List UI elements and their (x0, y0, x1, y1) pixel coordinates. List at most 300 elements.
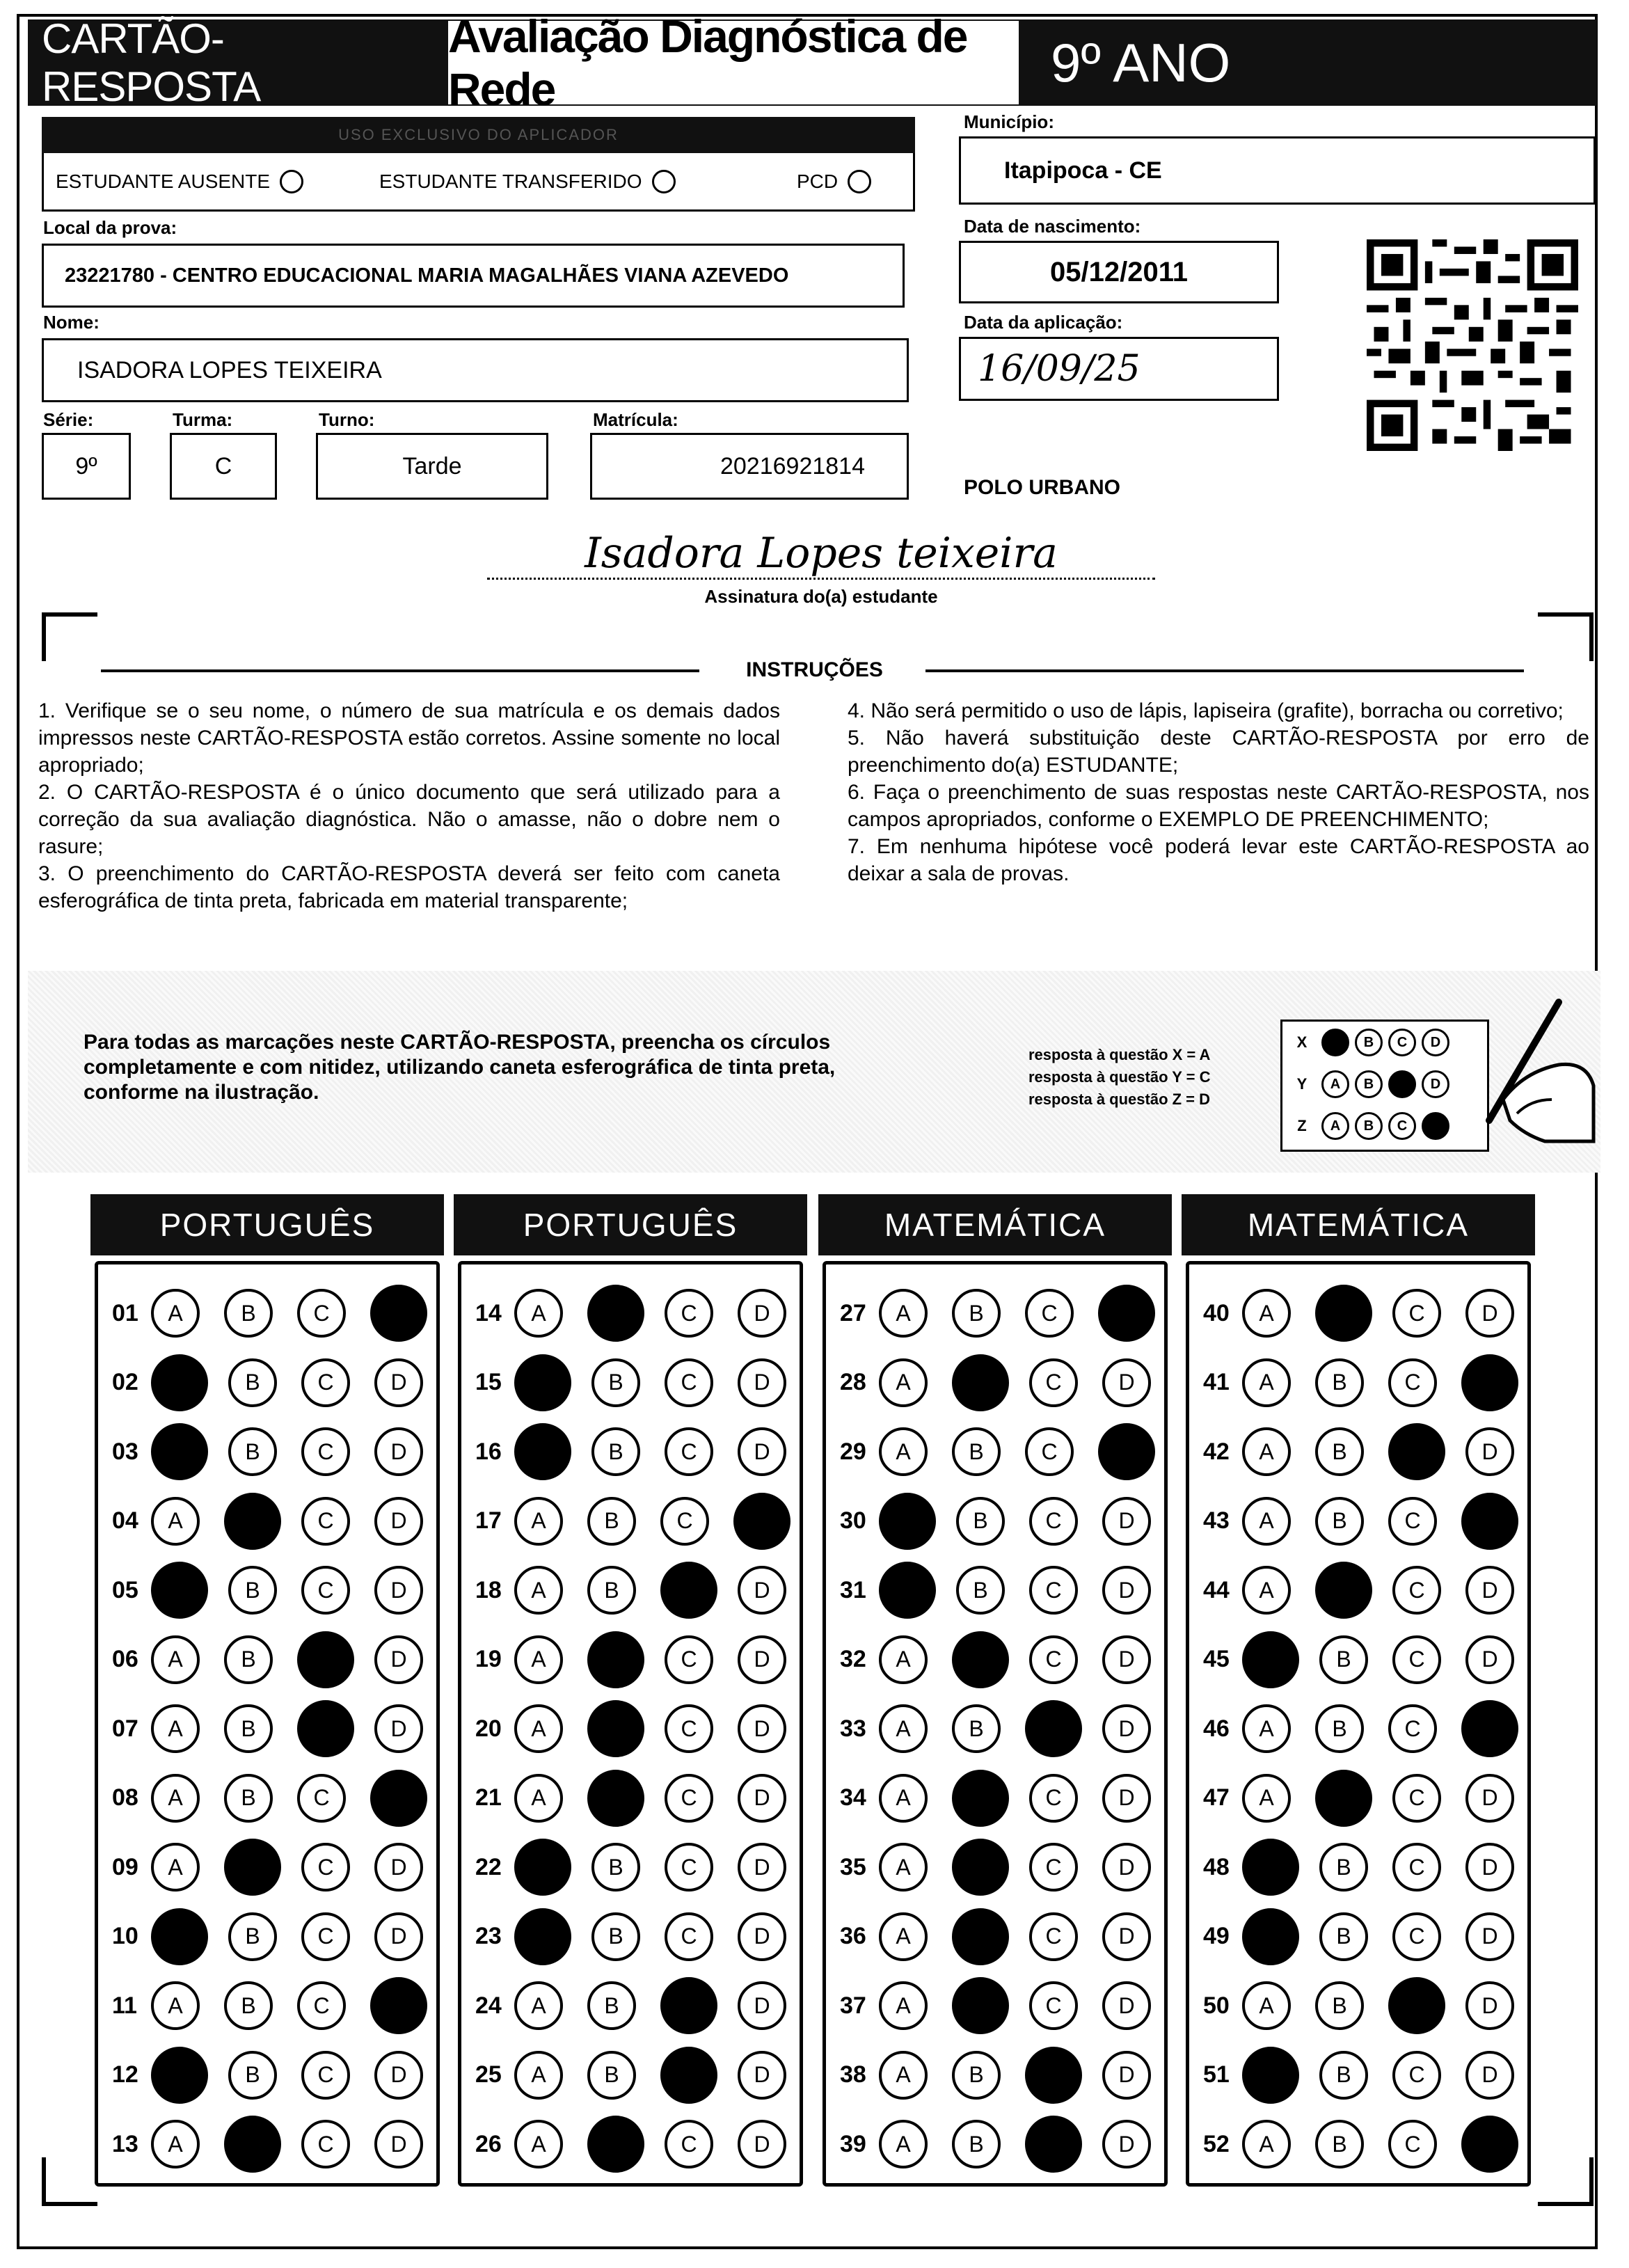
answer-bubble-b[interactable] (952, 1631, 1009, 1688)
question-number: 10 (112, 1923, 138, 1949)
answer-bubble-c[interactable]: C (301, 2051, 350, 2100)
answer-bubble-b[interactable]: B (587, 1981, 636, 2030)
answer-bubble-c[interactable]: C (297, 1981, 346, 2030)
answer-bubble-a[interactable]: A (879, 1635, 928, 1684)
answer-bubble-b[interactable]: B (228, 1358, 277, 1407)
answer-bubble-d[interactable]: D (738, 1704, 786, 1753)
answer-bubble-d[interactable]: D (1465, 1289, 1514, 1338)
answer-bubble-c[interactable]: C (1392, 1289, 1441, 1338)
answer-bubble-c[interactable]: C (665, 1912, 713, 1961)
instruction-3: 3. O preenchimento do CARTÃO-RESPOSTA deverá ser feito com caneta esferográfica de tinta preta, fabricada em material transparente; (38, 862, 780, 912)
question-row (840, 1424, 1175, 1480)
answer-bubble-b[interactable] (952, 1770, 1009, 1827)
answer-bubble-c[interactable] (660, 1977, 717, 2034)
answer-bubble-c[interactable]: C (1388, 1704, 1437, 1753)
answer-bubble-a[interactable]: A (879, 2051, 928, 2100)
answer-bubble-c[interactable]: C (665, 1289, 713, 1338)
question-row (840, 1562, 1175, 1618)
answer-bubble-c[interactable]: C (301, 1497, 350, 1546)
answer-bubble-d[interactable]: D (738, 1635, 786, 1684)
answer-bubble-c[interactable]: C (665, 2120, 713, 2168)
question-number: 51 (1203, 2061, 1230, 2088)
answer-bubble-b[interactable]: B (952, 1289, 1001, 1338)
answer-bubble-c[interactable]: C (1029, 1566, 1078, 1615)
answer-bubble-a[interactable]: A (1242, 1981, 1291, 2030)
local-field: 23221780 - CENTRO EDUCACIONAL MARIA MAGALHÃES VIANA AZEVEDO (42, 244, 905, 308)
answer-bubble-b[interactable]: B (1315, 2120, 1364, 2168)
answer-bubble-c[interactable] (297, 1700, 354, 1757)
answer-bubble-a[interactable]: A (151, 1774, 200, 1823)
subject-answer-box (95, 1261, 440, 2187)
answer-bubble-b[interactable]: B (1315, 1358, 1364, 1407)
answer-bubble-c[interactable] (1388, 1423, 1445, 1480)
answer-bubble-d[interactable] (733, 1493, 790, 1550)
answer-bubble-b[interactable]: B (1319, 1843, 1368, 1892)
example-question-label: X (1296, 1033, 1308, 1051)
question-row (1203, 1493, 1539, 1549)
answer-bubble-b[interactable]: B (952, 1704, 1001, 1753)
answer-bubble-c[interactable]: C (301, 1358, 350, 1407)
answer-bubble-b[interactable]: B (224, 1289, 273, 1338)
question-number: 48 (1203, 1853, 1230, 1880)
transferred-option[interactable] (379, 170, 676, 193)
question-row (112, 1770, 447, 1826)
question-row (112, 1978, 447, 2033)
answer-bubble-a[interactable]: A (1242, 1704, 1291, 1753)
answer-bubble-b[interactable]: B (952, 1427, 1001, 1476)
answer-bubble-c[interactable]: C (1029, 1635, 1078, 1684)
answer-bubble-b[interactable]: B (591, 1912, 640, 1961)
answer-bubble-d[interactable]: D (1102, 2051, 1151, 2100)
answer-bubble-d[interactable]: D (1465, 1774, 1514, 1823)
answer-bubble-b[interactable]: B (1319, 1912, 1368, 1961)
question-row (112, 1909, 447, 1965)
answer-bubble-b[interactable] (1315, 1285, 1372, 1342)
answer-bubble-b[interactable] (587, 1631, 644, 1688)
question-row (840, 2047, 1175, 2103)
answer-bubble-c[interactable] (297, 1631, 354, 1688)
answer-bubble-c[interactable]: C (665, 1774, 713, 1823)
signature-handwriting: Isadora Lopes teixeira (585, 529, 1058, 578)
serie-label: Série: (43, 409, 94, 430)
subject-header: MATEMÁTICA (1182, 1194, 1535, 1255)
signature-line (487, 578, 1155, 580)
question-row (1203, 2047, 1539, 2103)
answer-bubble-b[interactable]: B (1315, 1497, 1364, 1546)
answer-bubble-b[interactable]: B (587, 2051, 636, 2100)
answer-bubble-b[interactable]: B (228, 2051, 277, 2100)
answer-bubble-c[interactable]: C (297, 1289, 346, 1338)
question-number: 19 (475, 1646, 502, 1672)
answer-bubble-b[interactable]: B (1315, 1981, 1364, 2030)
answer-bubble-a[interactable]: A (1242, 1427, 1291, 1476)
answer-bubble-a[interactable]: A (514, 1704, 563, 1753)
absent-label: ESTUDANTE AUSENTE (56, 171, 271, 192)
subject-header: MATEMÁTICA (818, 1194, 1172, 1255)
answer-bubble-c[interactable] (660, 2047, 717, 2104)
question-number: 21 (475, 1784, 502, 1811)
question-number: 26 (475, 2130, 502, 2157)
answer-bubble-d[interactable]: D (1465, 1981, 1514, 2030)
answer-bubble-d[interactable] (370, 1977, 427, 2034)
answer-bubble-d[interactable]: D (374, 2051, 423, 2100)
pcd-option[interactable] (797, 170, 871, 193)
answer-bubble-a[interactable]: A (879, 1427, 928, 1476)
answer-bubble-b[interactable]: B (224, 1704, 273, 1753)
nome-field: ISADORA LOPES TEIXEIRA (42, 338, 909, 402)
answer-bubble-d[interactable]: D (738, 1427, 786, 1476)
answer-bubble-b[interactable]: B (224, 1774, 273, 1823)
corner-mark-bottom-left (42, 2157, 97, 2206)
answer-bubble-c[interactable]: C (1392, 1843, 1441, 1892)
answer-bubble-b[interactable]: B (1319, 2051, 1368, 2100)
answer-bubble-c[interactable] (1025, 2116, 1082, 2173)
answer-bubble-a[interactable]: A (514, 1635, 563, 1684)
subject-answer-box (823, 1261, 1168, 2187)
answer-bubble-c[interactable] (1388, 1977, 1445, 2034)
answer-bubble-c[interactable]: C (1392, 1635, 1441, 1684)
answer-bubble-a[interactable] (151, 1354, 208, 1411)
example-keys (1028, 1044, 1265, 1111)
answer-bubble-d[interactable]: D (374, 1912, 423, 1961)
instruction-2: 2. O CARTÃO-RESPOSTA é o único documento que será utilizado para a correção da sua avaliação diagnóstica. Não o amasse, não o dobre nem o rasure; (38, 781, 780, 858)
answer-bubble-d[interactable]: D (1102, 2120, 1151, 2168)
instruction-5: 5. Não haverá substituição deste CARTÃO-RESPOSTA por erro de preenchimento do(a) ESTUDANTE; (848, 727, 1589, 777)
answer-bubble-a[interactable]: A (514, 2120, 563, 2168)
answer-bubble-c[interactable] (660, 1562, 717, 1619)
aplicacao-label: Data da aplicação: (964, 312, 1123, 333)
answer-bubble-a[interactable]: A (514, 1774, 563, 1823)
answer-bubble-c[interactable]: C (665, 1635, 713, 1684)
answer-bubble-d[interactable]: D (374, 1427, 423, 1476)
answer-bubble-d[interactable] (1098, 1423, 1155, 1480)
answer-bubble-d[interactable]: D (1465, 2051, 1514, 2100)
answer-bubble-b[interactable]: B (956, 1497, 1005, 1546)
answer-bubble-d[interactable] (1461, 1493, 1518, 1550)
answer-bubble-a[interactable]: A (879, 1774, 928, 1823)
answer-bubble-d[interactable]: D (1102, 1635, 1151, 1684)
example-bubble-a: A (1321, 1112, 1349, 1140)
answer-bubble-a[interactable]: A (879, 1289, 928, 1338)
answer-bubble-c[interactable] (1025, 1700, 1082, 1757)
answer-bubble-d[interactable]: D (738, 1981, 786, 2030)
answer-bubble-a[interactable]: A (879, 1704, 928, 1753)
question-number: 08 (112, 1784, 138, 1811)
answer-bubble-c[interactable]: C (301, 1912, 350, 1961)
answer-bubble-b[interactable] (587, 1285, 644, 1342)
answer-bubble-c[interactable]: C (665, 1704, 713, 1753)
answer-bubble-a[interactable] (151, 1423, 208, 1480)
answer-bubble-b[interactable]: B (228, 1912, 277, 1961)
answer-bubble-c[interactable]: C (1029, 1497, 1078, 1546)
answer-bubble-b[interactable] (587, 2116, 644, 2173)
answer-bubble-a[interactable]: A (879, 1912, 928, 1961)
answer-bubble-b[interactable]: B (228, 1427, 277, 1476)
turma-label: Turma: (173, 409, 233, 430)
answer-bubble-a[interactable]: A (879, 1981, 928, 2030)
question-number: 29 (840, 1438, 866, 1465)
answer-bubble-b[interactable] (952, 1839, 1009, 1896)
answer-bubble-a[interactable]: A (151, 1981, 200, 2030)
answer-bubble-d[interactable]: D (374, 1635, 423, 1684)
absent-radio[interactable] (280, 170, 303, 193)
question-row (475, 2116, 811, 2172)
example-key-x: resposta à questão X = A (1028, 1046, 1211, 1063)
serie-field: 9º (42, 433, 131, 500)
answer-bubble-c[interactable]: C (301, 1427, 350, 1476)
question-row (112, 1285, 447, 1341)
question-number: 36 (840, 1923, 866, 1949)
answer-bubble-c[interactable]: C (660, 1497, 709, 1546)
question-row (840, 1770, 1175, 1826)
question-number: 17 (475, 1507, 502, 1534)
question-row (1203, 1562, 1539, 1618)
answer-bubble-a[interactable] (1242, 1839, 1299, 1896)
answer-bubble-d[interactable] (1461, 2116, 1518, 2173)
question-number: 27 (840, 1299, 866, 1326)
answer-bubble-d[interactable]: D (1102, 1774, 1151, 1823)
answer-bubble-d[interactable] (370, 1285, 427, 1342)
answer-bubble-b[interactable] (224, 2116, 281, 2173)
example-bubble-d: D (1422, 1070, 1449, 1098)
example-question-label: Z (1297, 1117, 1307, 1134)
question-row (475, 1909, 811, 1965)
answer-bubble-a[interactable]: A (151, 1843, 200, 1892)
answer-bubble-a[interactable] (514, 1908, 571, 1965)
answer-bubble-c[interactable]: C (665, 1358, 713, 1407)
answer-bubble-a[interactable] (879, 1562, 936, 1619)
answer-bubble-a[interactable]: A (879, 1843, 928, 1892)
answer-bubble-d[interactable]: D (1102, 1912, 1151, 1961)
question-number: 35 (840, 1853, 866, 1880)
question-number: 41 (1203, 1369, 1230, 1395)
answer-bubble-d[interactable] (1461, 1700, 1518, 1757)
answer-bubble-a[interactable]: A (1242, 1358, 1291, 1407)
answer-bubble-d[interactable]: D (738, 2120, 786, 2168)
instruction-7: 7. Em nenhuma hipótese você poderá levar este CARTÃO-RESPOSTA ao deixar a sala de provas. (848, 835, 1589, 885)
question-number: 31 (840, 1576, 866, 1603)
answer-bubble-d[interactable]: D (374, 1843, 423, 1892)
answer-bubble-a[interactable] (514, 1354, 571, 1411)
answer-bubble-d[interactable]: D (1102, 1843, 1151, 1892)
question-row (1203, 1424, 1539, 1480)
question-number: 03 (112, 1438, 138, 1465)
answer-bubble-d[interactable]: D (374, 1704, 423, 1753)
answer-bubble-b[interactable]: B (228, 1566, 277, 1615)
answer-bubble-b[interactable] (952, 1977, 1009, 2034)
answer-bubble-a[interactable] (151, 1562, 208, 1619)
answer-bubble-c[interactable]: C (1029, 1358, 1078, 1407)
answer-bubble-c[interactable]: C (1029, 1912, 1078, 1961)
answer-bubble-d[interactable]: D (1465, 1843, 1514, 1892)
answer-bubble-b[interactable] (1315, 1562, 1372, 1619)
answer-bubble-a[interactable]: A (514, 1981, 563, 2030)
answer-bubble-d[interactable]: D (738, 1289, 786, 1338)
answer-bubble-c[interactable]: C (1392, 2051, 1441, 2100)
answer-bubble-a[interactable]: A (1242, 2120, 1291, 2168)
question-number: 14 (475, 1299, 502, 1326)
answer-bubble-b[interactable]: B (952, 2120, 1001, 2168)
answer-bubble-b[interactable] (952, 1908, 1009, 1965)
answer-bubble-a[interactable]: A (1242, 1566, 1291, 1615)
question-number: 13 (112, 2130, 138, 2157)
answer-bubble-a[interactable] (879, 1493, 936, 1550)
answer-bubble-b[interactable]: B (591, 1427, 640, 1476)
answer-bubble-a[interactable] (514, 1839, 571, 1896)
answer-bubble-a[interactable]: A (151, 1635, 200, 1684)
polo-label: POLO URBANO (964, 476, 1120, 499)
question-row (475, 1839, 811, 1895)
answer-bubble-c[interactable]: C (301, 2120, 350, 2168)
question-row (1203, 1285, 1539, 1341)
answer-bubble-c[interactable]: C (1392, 1566, 1441, 1615)
answer-bubble-d[interactable]: D (738, 1843, 786, 1892)
answer-bubble-c[interactable]: C (1392, 1774, 1441, 1823)
answer-bubble-a[interactable]: A (151, 2120, 200, 2168)
question-number: 33 (840, 1715, 866, 1742)
answer-bubble-b[interactable]: B (591, 1358, 640, 1407)
hand-pen-icon (1461, 995, 1600, 1148)
example-bubble-b: B (1355, 1070, 1383, 1098)
answer-bubble-a[interactable]: A (1242, 1497, 1291, 1546)
answer-bubble-d[interactable]: D (1465, 1566, 1514, 1615)
question-row (475, 1562, 811, 1618)
question-row (1203, 1632, 1539, 1688)
answer-bubble-b[interactable]: B (587, 1566, 636, 1615)
answer-bubble-c[interactable]: C (301, 1843, 350, 1892)
answer-bubble-a[interactable]: A (1242, 1289, 1291, 1338)
answer-bubble-d[interactable] (1098, 1285, 1155, 1342)
subject-header: PORTUGUÊS (454, 1194, 807, 1255)
answer-bubble-d[interactable]: D (738, 1358, 786, 1407)
answer-bubble-c[interactable]: C (1025, 1289, 1074, 1338)
answer-bubble-b[interactable]: B (224, 1981, 273, 2030)
question-number: 07 (112, 1715, 138, 1742)
transferred-label: ESTUDANTE TRANSFERIDO (379, 171, 642, 192)
absent-option[interactable] (56, 170, 303, 193)
answer-bubble-a[interactable] (151, 2047, 208, 2104)
matricula-label: Matrícula: (593, 409, 678, 430)
answer-bubble-b[interactable]: B (1315, 1704, 1364, 1753)
answer-bubble-b[interactable]: B (224, 1635, 273, 1684)
answer-bubble-b[interactable]: B (591, 1843, 640, 1892)
answer-bubble-b[interactable] (224, 1493, 281, 1550)
answer-bubble-c[interactable] (1025, 2047, 1082, 2104)
answer-bubble-a[interactable]: A (1242, 1774, 1291, 1823)
answer-bubble-c[interactable]: C (1388, 1497, 1437, 1546)
question-number: 12 (112, 2061, 138, 2088)
answer-bubble-d[interactable]: D (1102, 1981, 1151, 2030)
answer-bubble-b[interactable] (224, 1839, 281, 1896)
answer-bubble-b[interactable]: B (952, 2051, 1001, 2100)
answer-bubble-c[interactable]: C (1029, 1981, 1078, 2030)
answer-bubble-d[interactable]: D (738, 1566, 786, 1615)
answer-bubble-d[interactable] (370, 1770, 427, 1827)
instructions-left (38, 697, 780, 914)
answer-bubble-b[interactable] (587, 1770, 644, 1827)
answer-bubble-d[interactable]: D (374, 1566, 423, 1615)
answer-bubble-c[interactable]: C (1029, 1774, 1078, 1823)
answer-bubble-d[interactable]: D (1102, 1358, 1151, 1407)
answer-bubble-d[interactable]: D (738, 1774, 786, 1823)
answer-bubble-a[interactable]: A (879, 2120, 928, 2168)
question-number: 39 (840, 2130, 866, 2157)
applicator-bar: USO EXCLUSIVO DO APLICADOR (42, 117, 915, 153)
answer-bubble-d[interactable]: D (1465, 1427, 1514, 1476)
answer-bubble-d[interactable] (1461, 1354, 1518, 1411)
question-number: 45 (1203, 1646, 1230, 1672)
answer-bubble-d[interactable]: D (374, 1358, 423, 1407)
answer-bubble-b[interactable] (1315, 1770, 1372, 1827)
question-row (1203, 1909, 1539, 1965)
nome-label: Nome: (43, 312, 100, 333)
answer-bubble-d[interactable]: D (738, 1912, 786, 1961)
answer-bubble-a[interactable]: A (514, 1566, 563, 1615)
answer-bubble-c[interactable]: C (1029, 1843, 1078, 1892)
answer-bubble-b[interactable] (587, 1700, 644, 1757)
answer-bubble-d[interactable]: D (1465, 1912, 1514, 1961)
answer-bubble-b[interactable]: B (1315, 1427, 1364, 1476)
answer-bubble-c[interactable]: C (665, 1427, 713, 1476)
question-row (840, 1285, 1175, 1341)
question-number: 01 (112, 1299, 138, 1326)
question-number: 32 (840, 1646, 866, 1672)
answer-bubble-a[interactable]: A (151, 1704, 200, 1753)
answer-bubble-c[interactable]: C (1392, 1912, 1441, 1961)
answer-bubble-a[interactable]: A (514, 2051, 563, 2100)
question-number: 34 (840, 1784, 866, 1811)
answer-bubble-a[interactable] (151, 1908, 208, 1965)
answer-bubble-d[interactable]: D (1465, 1635, 1514, 1684)
answer-bubble-a[interactable]: A (514, 1289, 563, 1338)
answer-bubble-a[interactable] (514, 1423, 571, 1480)
answer-bubble-b[interactable]: B (587, 1497, 636, 1546)
answer-bubble-c[interactable]: C (1025, 1427, 1074, 1476)
answer-bubble-a[interactable] (1242, 1908, 1299, 1965)
answer-bubble-c[interactable]: C (665, 1843, 713, 1892)
answer-bubble-b[interactable]: B (1319, 1635, 1368, 1684)
answer-bubble-a[interactable]: A (879, 1358, 928, 1407)
answer-bubble-d[interactable]: D (738, 2051, 786, 2100)
question-row (112, 1355, 447, 1411)
answer-bubble-a[interactable]: A (151, 1497, 200, 1546)
answer-bubble-c[interactable]: C (297, 1774, 346, 1823)
answer-bubble-d[interactable]: D (1102, 1497, 1151, 1546)
answer-bubble-b[interactable]: B (956, 1566, 1005, 1615)
answer-bubble-d[interactable]: D (1102, 1566, 1151, 1615)
answer-bubble-c[interactable]: C (1388, 1358, 1437, 1407)
answer-bubble-a[interactable] (1242, 1631, 1299, 1688)
example-row (1282, 1063, 1487, 1105)
nascimento-label: Data de nascimento: (964, 216, 1141, 237)
answer-bubble-c[interactable]: C (1388, 2120, 1437, 2168)
answer-bubble-d[interactable]: D (1102, 1704, 1151, 1753)
answer-bubble-a[interactable]: A (151, 1289, 200, 1338)
municipio-label: Município: (964, 111, 1054, 132)
answer-bubble-b[interactable] (952, 1354, 1009, 1411)
question-row (475, 1978, 811, 2033)
answer-bubble-a[interactable]: A (514, 1497, 563, 1546)
instructions-right (848, 697, 1589, 887)
pcd-radio[interactable] (848, 170, 871, 193)
answer-bubble-d[interactable]: D (374, 1497, 423, 1546)
question-row (475, 1493, 811, 1549)
transferred-radio[interactable] (652, 170, 676, 193)
answer-bubble-a[interactable] (1242, 2047, 1299, 2104)
question-row (112, 1493, 447, 1549)
answer-bubble-d[interactable]: D (374, 2120, 423, 2168)
answer-bubble-c[interactable]: C (301, 1566, 350, 1615)
